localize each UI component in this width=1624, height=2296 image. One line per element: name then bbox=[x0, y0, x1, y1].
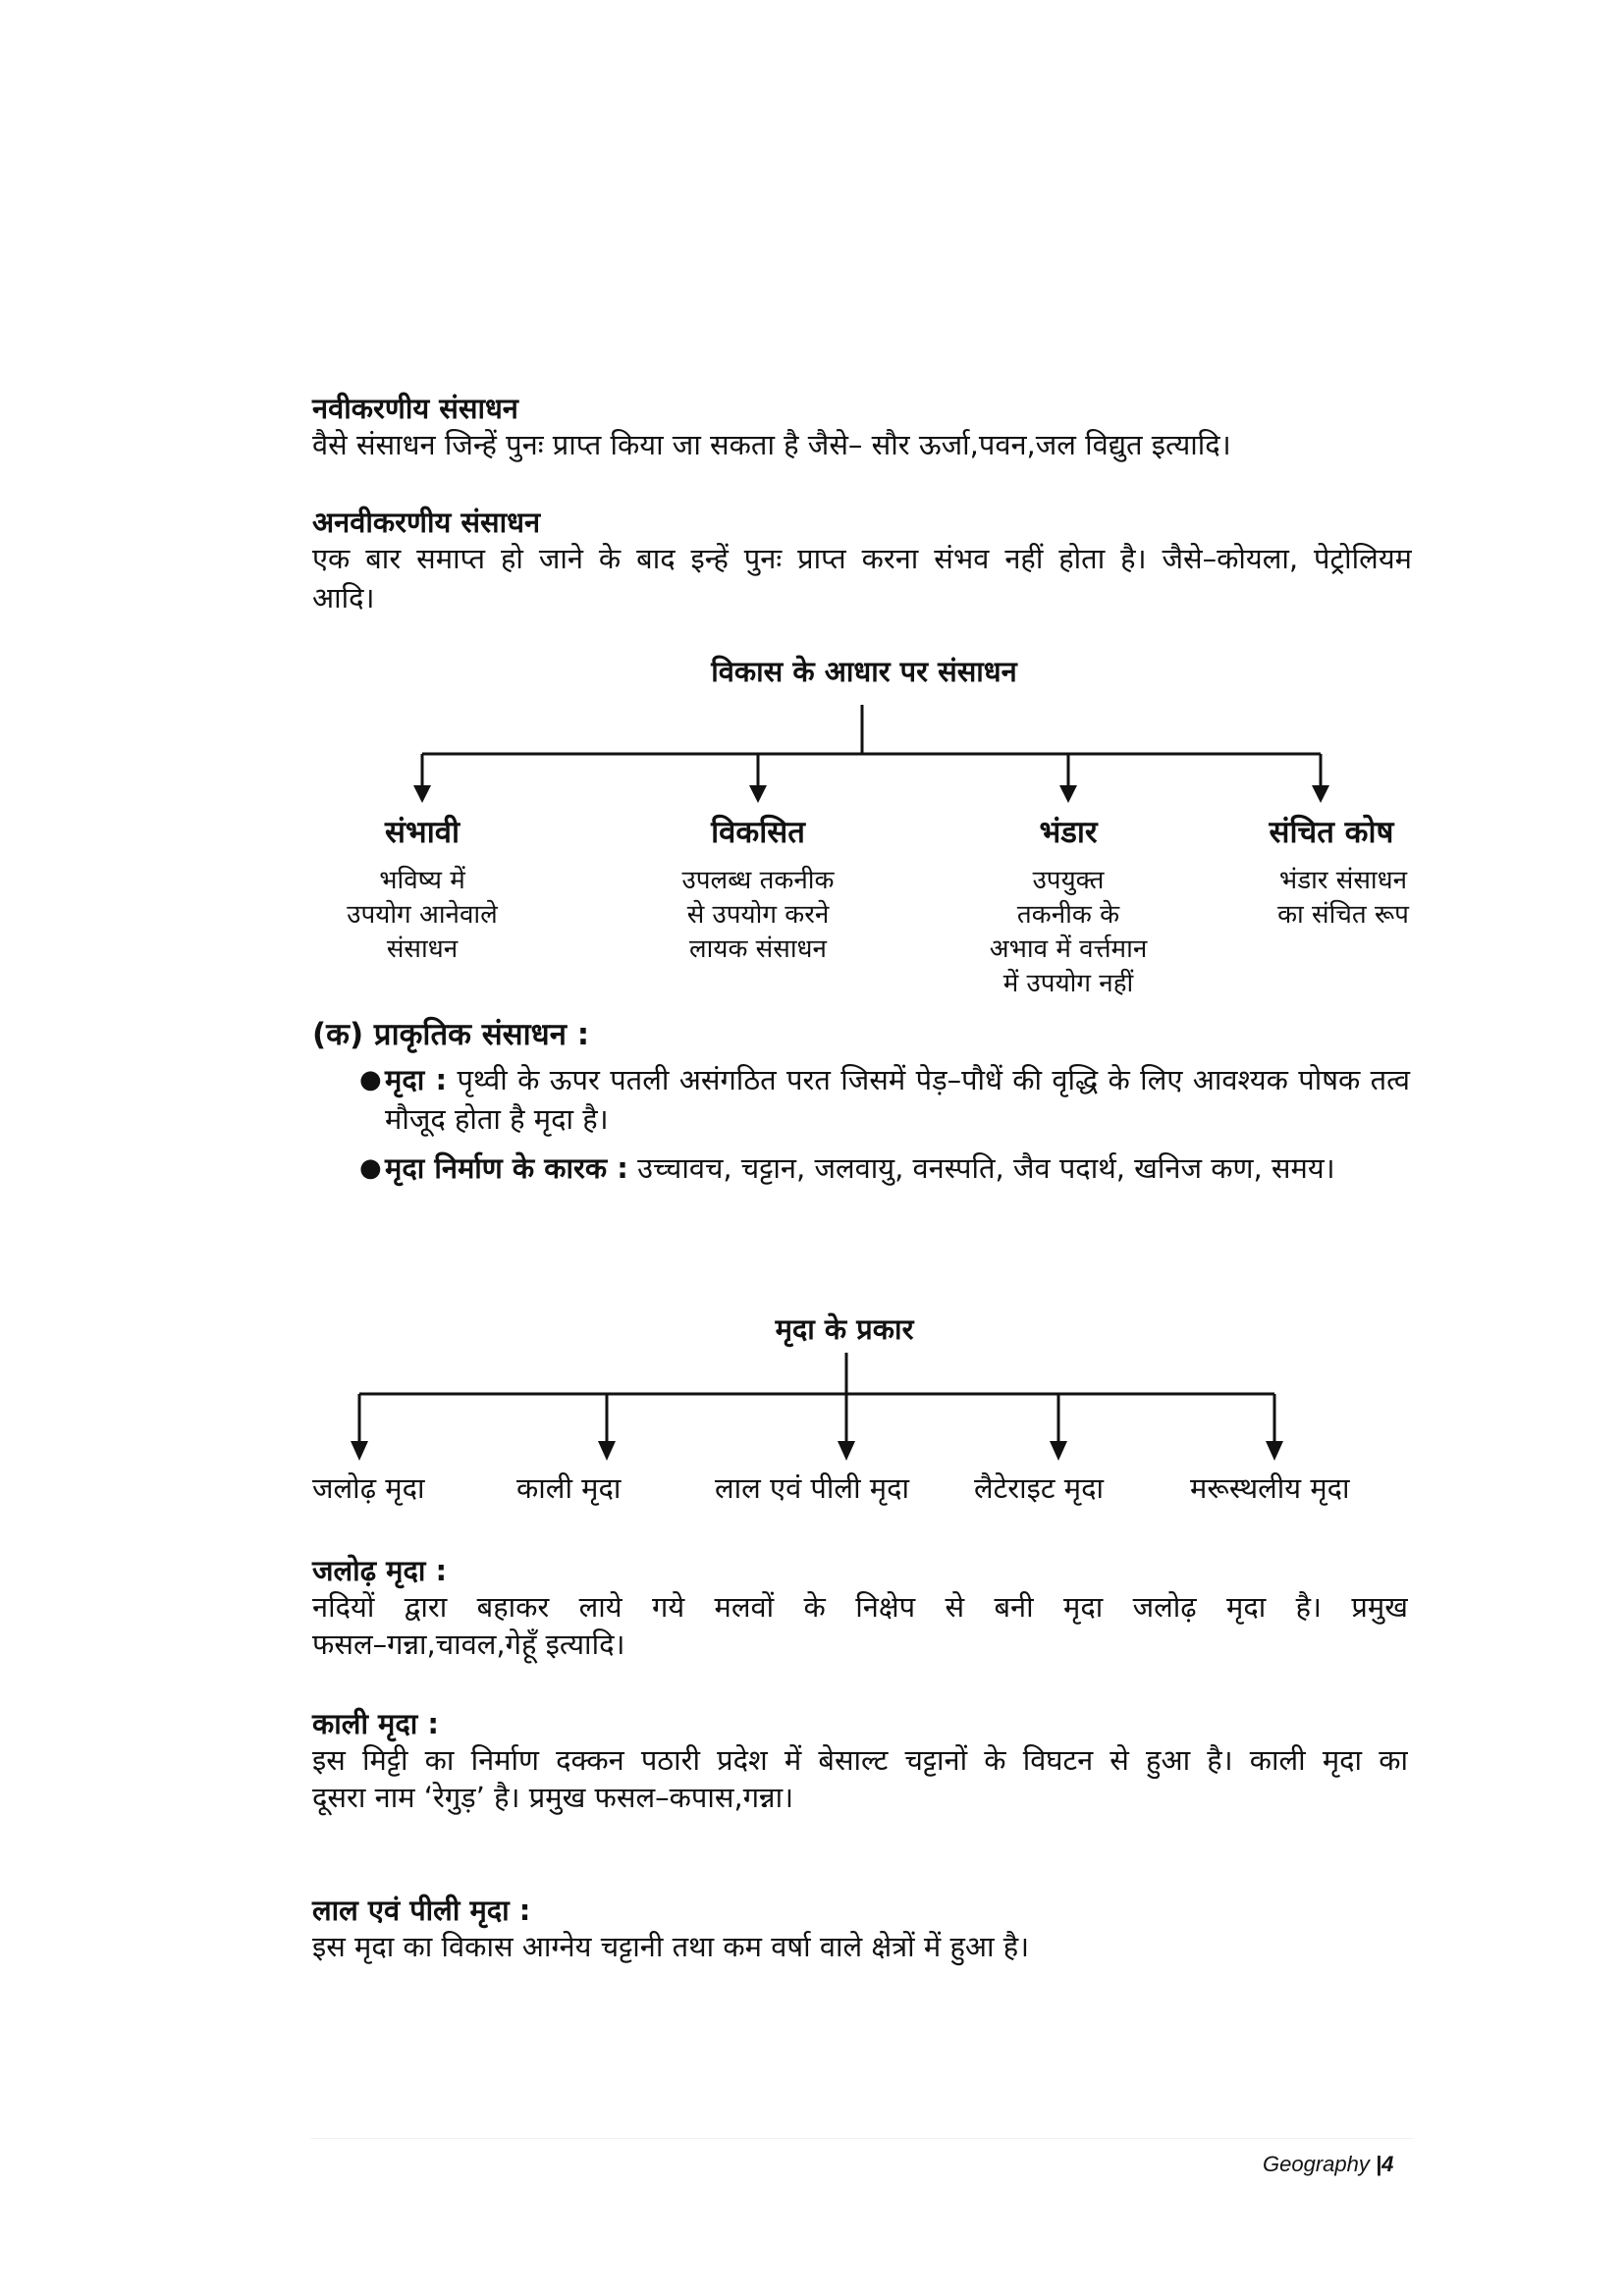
dev-item-title: भंडार bbox=[1039, 815, 1098, 850]
dev-item-desc: भंडार संसाधन का संचित रूप bbox=[1277, 866, 1409, 930]
soil-type-label: लैटेराइट मृदा bbox=[974, 1471, 1104, 1505]
footer-divider bbox=[310, 2138, 1414, 2139]
page-footer: Geography |4 bbox=[1263, 2152, 1394, 2176]
arrowhead-icon bbox=[1050, 1441, 1067, 1461]
arrowhead-icon bbox=[1312, 785, 1329, 803]
alluvial-text-line1: नदियों द्वारा बहाकर लाये गये मलवों के निक्षेप से बनी मृदा जलोढ़ मृदा है। प्रमुख bbox=[312, 1590, 1408, 1624]
renewable-text: वैसे संसाधन जिन्हें पुनः प्राप्त किया जा सकता है जैसे– सौर ऊर्जा,पवन,जल विद्युत इत्यादि। bbox=[312, 428, 1231, 461]
bullet-soil-factors: ● मृदा निर्माण के कारक : उच्चावच, चट्टान, जलवायु, वनस्पति, जैव पदार्थ, खनिज कण, समय। bbox=[359, 1148, 1410, 1188]
nonrenewable-text-line1: एक बार समाप्त हो जाने के बाद इन्हें पुनः प्राप्त करना संभव नहीं होता है। जैसे–कोयला, पेट्रोलियम bbox=[312, 542, 1412, 575]
black-text-line1: इस मिट्टी का निर्माण दक्कन पठारी प्रदेश में बेसाल्ट चट्टानों के विघटन से हुआ है। काली मृदा का bbox=[312, 1743, 1408, 1777]
arrowhead-icon bbox=[1059, 785, 1077, 803]
soil-type-label: जलोढ़ मृदा bbox=[312, 1471, 425, 1505]
arrowhead-icon bbox=[351, 1441, 368, 1461]
redyellow-heading: लाल एवं पीली मृदा : bbox=[312, 1894, 531, 1927]
dev-item-title: विकसित bbox=[711, 815, 805, 850]
black-text-line2: दूसरा नाम ‘रेगुड़’ है। प्रमुख फसल–कपास,गन्ना। bbox=[312, 1781, 794, 1814]
bullet-icon: ● bbox=[359, 1065, 382, 1095]
dev-item-desc: भविष्य में उपयोग आनेवाले संसाधन bbox=[347, 866, 498, 964]
renewable-heading: नवीकरणीय संसाधन bbox=[312, 392, 518, 425]
alluvial-text-line2: फसल–गन्ना,चावल,गेहूँ इत्यादि। bbox=[312, 1628, 625, 1661]
dev-item-desc: उपलब्ध तकनीक से उपयोग करने लायक संसाधन bbox=[681, 866, 835, 964]
nonrenewable-heading: अनवीकरणीय संसाधन bbox=[312, 506, 541, 539]
arrowhead-icon bbox=[598, 1441, 616, 1461]
bullet-icon: ● bbox=[359, 1153, 382, 1183]
alluvial-heading: जलोढ़ मृदा : bbox=[312, 1554, 448, 1587]
soil-chart-title: मृदा के प्रकार bbox=[775, 1312, 914, 1346]
dev-chart-title: विकास के आधार पर संसाधन bbox=[711, 655, 1017, 688]
dev-item-desc: उपयुक्त तकनीक के अभाव में वर्त्तमान में उपयोग नहीं bbox=[989, 866, 1148, 998]
natural-heading: (क) प्राकृतिक संसाधन : bbox=[312, 1017, 590, 1052]
soil-type-label: काली मृदा bbox=[516, 1471, 622, 1505]
arrowhead-icon bbox=[749, 785, 767, 803]
soil-type-label: मरूस्थलीय मृदा bbox=[1190, 1471, 1350, 1505]
dev-item-title: संचित कोष bbox=[1269, 815, 1394, 850]
redyellow-text: इस मृदा का विकास आग्नेय चट्टानी तथा कम वर्षा वाले क्षेत्रों में हुआ है। bbox=[312, 1930, 1030, 1963]
soil-type-label: लाल एवं पीली मृदा bbox=[715, 1471, 910, 1505]
black-heading: काली मृदा : bbox=[312, 1707, 439, 1740]
arrowhead-icon bbox=[413, 785, 431, 803]
bullet-soil: ● मृदा : पृथ्वी के ऊपर पतली असंगठित परत जिसमें पेड़–पौधें की वृद्धि के लिए आवश्यक पोषक तत्व मौजूद होता है मृदा है। bbox=[359, 1060, 1410, 1139]
dev-item-title: संभावी bbox=[384, 815, 460, 850]
arrowhead-icon bbox=[1266, 1441, 1283, 1461]
nonrenewable-text-line2: आदि। bbox=[312, 581, 375, 614]
arrowhead-icon bbox=[838, 1441, 855, 1461]
